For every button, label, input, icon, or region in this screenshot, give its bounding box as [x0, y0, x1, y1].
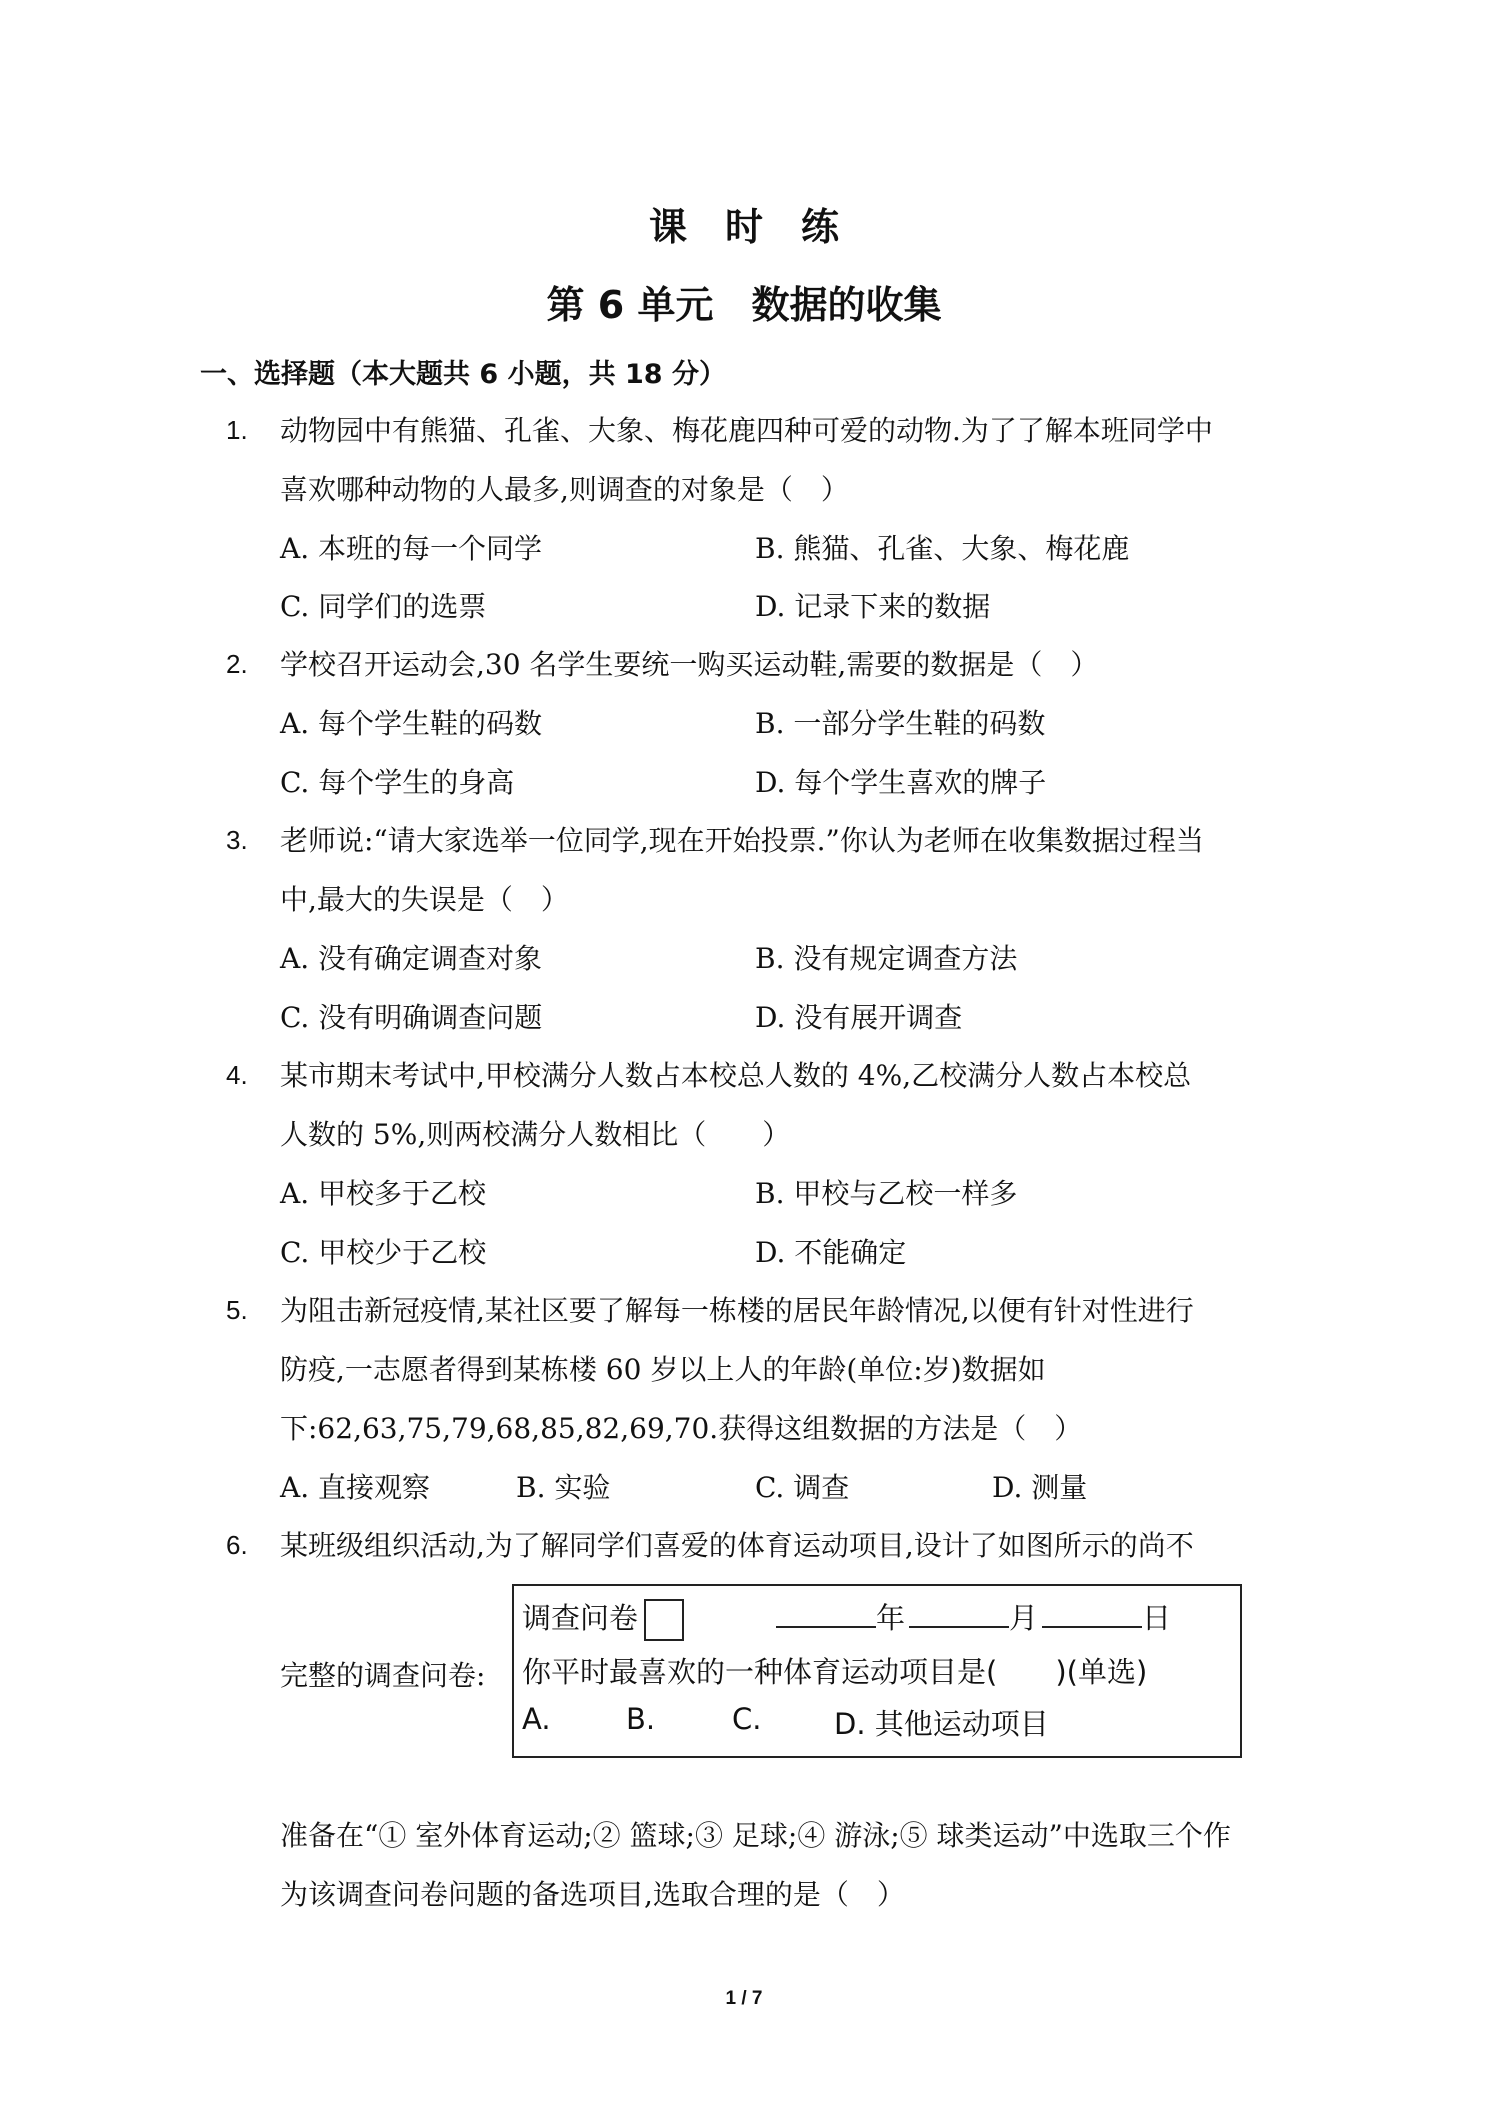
option-c: C. 同学们的选票 [280, 590, 487, 623]
month-label: 月 [1009, 1601, 1039, 1635]
option-a: A. 直接观察 [280, 1471, 431, 1504]
question-number: 6. [226, 1530, 248, 1560]
survey-date-line [776, 1596, 1171, 1637]
month-blank [909, 1600, 1009, 1628]
option-b: B. 甲校与乙校一样多 [755, 1177, 1018, 1210]
question-text-line: 学校召开运动会,30 名学生要统一购买运动鞋,需要的数据是（ ） [280, 648, 1099, 681]
survey-option-b: B. [626, 1702, 656, 1736]
question-text-line: 防疫,一志愿者得到某栋楼 60 岁以上人的年龄(单位:岁)数据如 [280, 1353, 1046, 1386]
survey-label: 调查问卷 [522, 1601, 639, 1635]
question-text-line: 某班级组织活动,为了解同学们喜爱的体育运动项目,设计了如图所示的尚不 [280, 1529, 1194, 1562]
survey-option-a: A. [522, 1702, 551, 1736]
option-a: A. 甲校多于乙校 [280, 1177, 487, 1210]
question-text-line: 完整的调查问卷: [280, 1659, 486, 1692]
option-b: B. 实验 [516, 1471, 611, 1504]
question-number: 2. [226, 649, 248, 679]
survey-question: 你平时最喜欢的一种体育运动项目是( )(单选) [522, 1655, 1148, 1689]
option-d: D. 不能确定 [755, 1236, 907, 1269]
question-text-line: 动物园中有熊猫、孔雀、大象、梅花鹿四种可爱的动物.为了了解本班同学中 [280, 414, 1213, 447]
option-c: C. 调查 [755, 1471, 850, 1504]
option-a: A. 没有确定调查对象 [280, 942, 543, 975]
question-text-line: 中,最大的失误是（ ） [280, 883, 569, 916]
day-blank [1042, 1600, 1142, 1628]
year-blank [776, 1600, 876, 1628]
year-label: 年 [876, 1601, 906, 1635]
section-heading: 一、选择题（本大题共 6 小题，共 18 分） [200, 359, 726, 390]
question-number: 4. [226, 1060, 248, 1090]
unit-subtitle: 第 6 单元 数据的收集 [546, 283, 942, 327]
survey-figure [512, 1584, 1242, 1758]
page-number: 1 / 7 [725, 1988, 763, 2009]
survey-header-line [522, 1596, 684, 1641]
day-label: 日 [1142, 1601, 1172, 1635]
question-text-line: 人数的 5%,则两校满分人数相比（ ） [280, 1118, 791, 1151]
question-number: 3. [226, 825, 248, 855]
option-d: D. 记录下来的数据 [755, 590, 991, 623]
page-title: 课 时 练 [648, 205, 839, 249]
question-text-line: 为阻击新冠疫情,某社区要了解每一栋楼的居民年龄情况,以便有针对性进行 [280, 1294, 1194, 1327]
option-c: C. 每个学生的身高 [280, 766, 515, 799]
option-c: C. 甲校少于乙校 [280, 1236, 487, 1269]
option-a: A. 每个学生鞋的码数 [280, 707, 543, 740]
question-text-line: 下:62,63,75,79,68,85,82,69,70.获得这组数据的方法是（ ） [280, 1412, 1083, 1445]
question-number: 1. [226, 415, 248, 445]
option-d: D. 每个学生喜欢的牌子 [755, 766, 1047, 799]
question-number: 5. [226, 1295, 248, 1325]
option-b: B. 没有规定调查方法 [755, 942, 1018, 975]
option-d: D. 测量 [992, 1471, 1088, 1504]
option-b: B. 一部分学生鞋的码数 [755, 707, 1046, 740]
survey-number-box [644, 1599, 684, 1641]
option-c: C. 没有明确调查问题 [280, 1001, 543, 1034]
question-text-line: 老师说:“请大家选举一位同学,现在开始投票.”你认为老师在收集数据过程当 [280, 824, 1204, 857]
option-b: B. 熊猫、孔雀、大象、梅花鹿 [755, 532, 1130, 565]
survey-option-c: C. [732, 1702, 762, 1736]
survey-option-d: D. 其他运动项目 [834, 1707, 1049, 1741]
option-d: D. 没有展开调查 [755, 1001, 963, 1034]
option-a: A. 本班的每一个同学 [280, 532, 543, 565]
question-text-line: 喜欢哪种动物的人最多,则调查的对象是（ ） [280, 473, 849, 506]
question-text-line: 为该调查问卷问题的备选项目,选取合理的是（ ） [280, 1878, 905, 1911]
question-text-line: 某市期末考试中,甲校满分人数占本校总人数的 4%,乙校满分人数占本校总 [280, 1059, 1192, 1092]
question-text-line: 准备在“① 室外体育运动;② 篮球;③ 足球;④ 游泳;⑤ 球类运动”中选取三个作 [280, 1819, 1231, 1852]
